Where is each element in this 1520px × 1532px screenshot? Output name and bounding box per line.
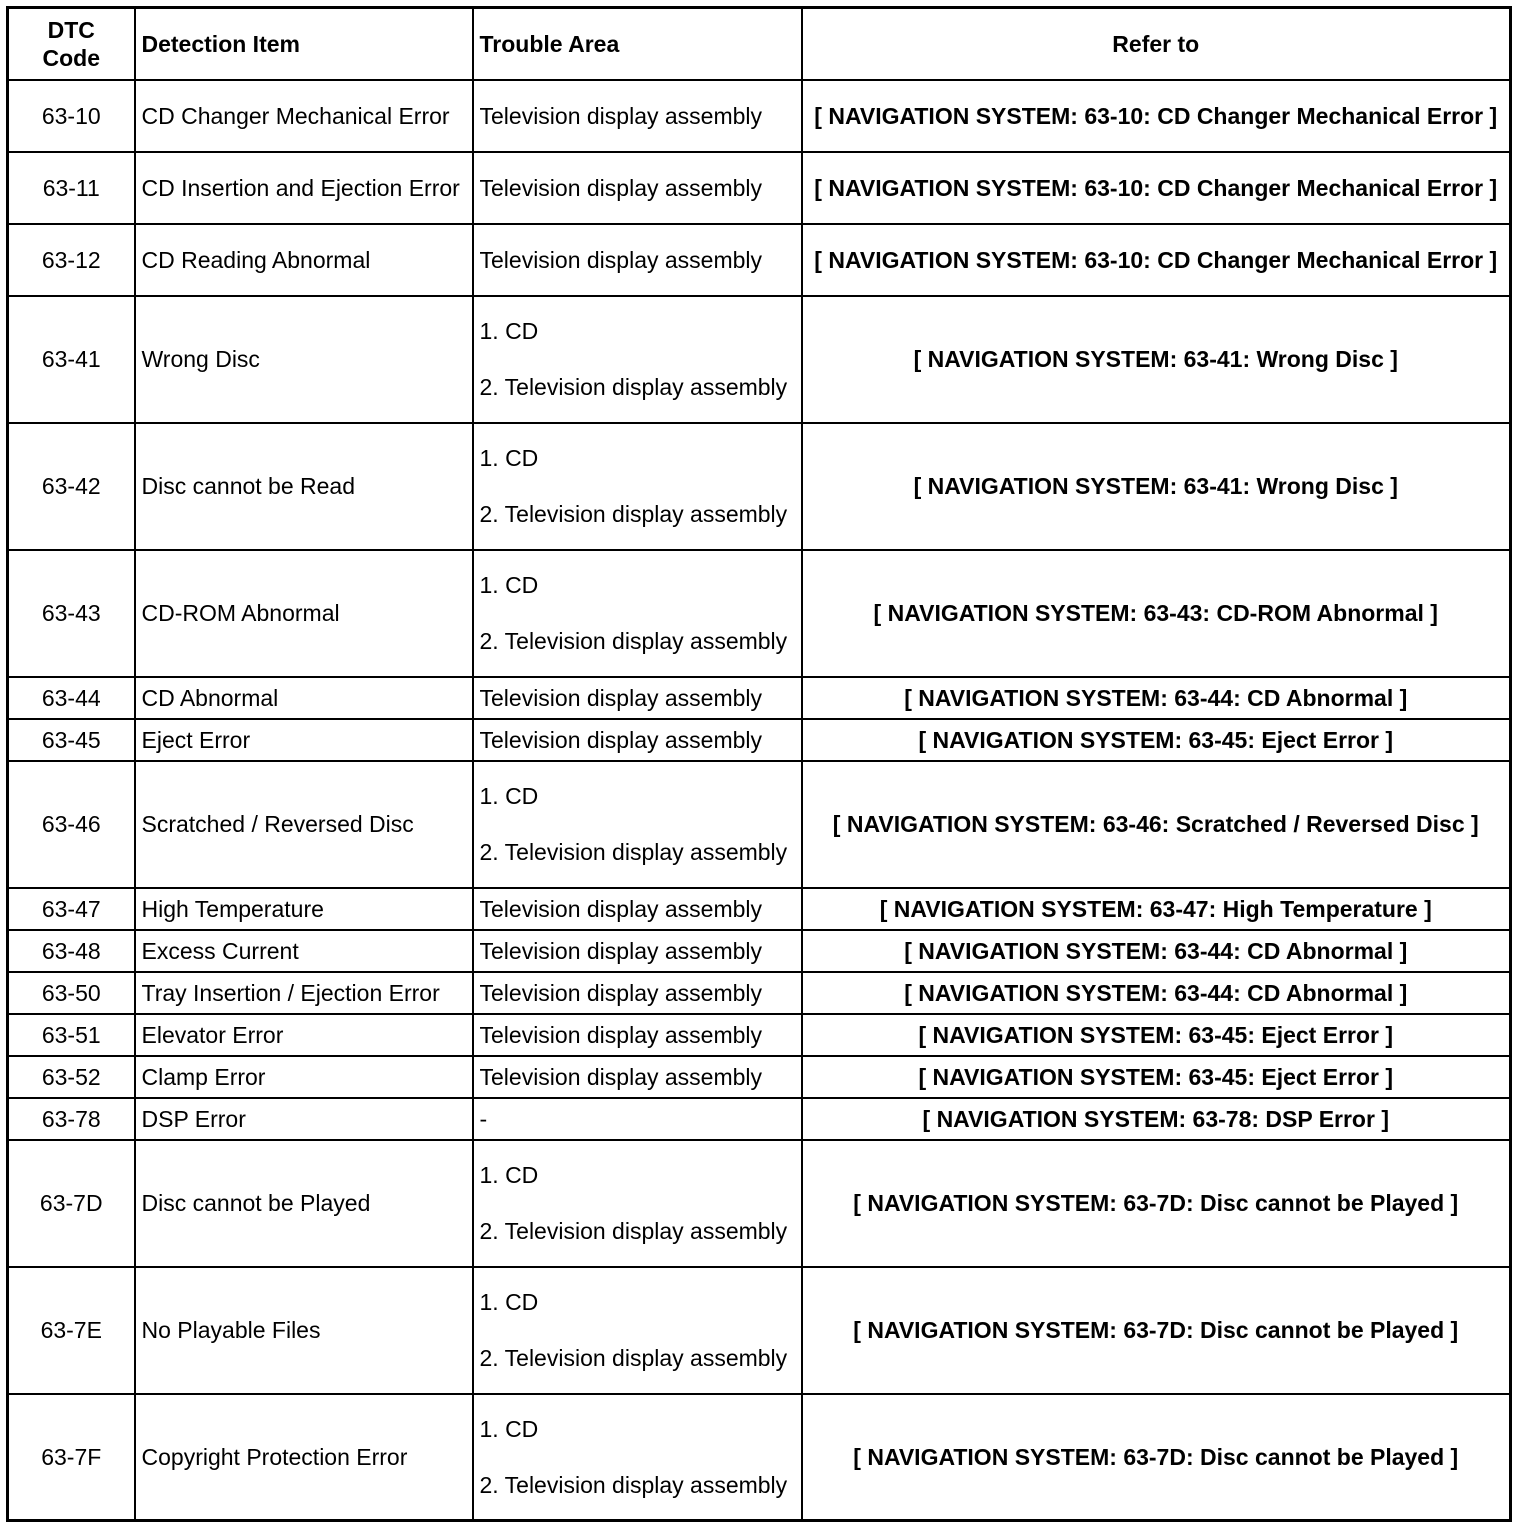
header-trouble-area: Trouble Area — [473, 8, 802, 80]
refer-link[interactable]: [ NAVIGATION SYSTEM: 63-10: CD Changer Mechanical Error ] — [802, 80, 1511, 152]
trouble-area — [473, 423, 802, 550]
dtc-code: 63-44 — [8, 677, 135, 719]
trouble-area-item: 1. CD — [479, 1289, 539, 1315]
detection-item: Scratched / Reversed Disc — [135, 761, 473, 888]
trouble-area: Television display assembly — [473, 1056, 802, 1098]
refer-link[interactable]: [ NAVIGATION SYSTEM: 63-47: High Temperature ] — [802, 888, 1511, 930]
refer-link[interactable]: [ NAVIGATION SYSTEM: 63-41: Wrong Disc ] — [802, 423, 1511, 550]
header-refer-to: Refer to — [802, 8, 1511, 80]
dtc-code: 63-51 — [8, 1014, 135, 1056]
dtc-code: 63-7F — [8, 1394, 135, 1521]
refer-link[interactable]: [ NAVIGATION SYSTEM: 63-10: CD Changer Mechanical Error ] — [802, 152, 1511, 224]
detection-item: Disc cannot be Read — [135, 423, 473, 550]
trouble-area-item: 1. CD — [479, 1162, 539, 1188]
refer-link[interactable]: [ NAVIGATION SYSTEM: 63-7D: Disc cannot be Played ] — [802, 1140, 1511, 1267]
trouble-area — [473, 550, 802, 677]
dtc-code: 63-47 — [8, 888, 135, 930]
trouble-area — [473, 296, 802, 423]
trouble-area-item: 2. Television display assembly — [479, 501, 788, 527]
dtc-code: 63-78 — [8, 1098, 135, 1140]
trouble-area — [473, 1140, 802, 1267]
detection-item: Elevator Error — [135, 1014, 473, 1056]
dtc-code: 63-10 — [8, 80, 135, 152]
refer-link[interactable]: [ NAVIGATION SYSTEM: 63-43: CD-ROM Abnormal ] — [802, 550, 1511, 677]
table-row — [8, 1014, 1511, 1056]
header-dtc-code: DTC Code — [8, 8, 135, 80]
dtc-code: 63-11 — [8, 152, 135, 224]
detection-item: DSP Error — [135, 1098, 473, 1140]
detection-item: Copyright Protection Error — [135, 1394, 473, 1521]
table-row — [8, 888, 1511, 930]
table-row — [8, 224, 1511, 296]
refer-link[interactable]: [ NAVIGATION SYSTEM: 63-41: Wrong Disc ] — [802, 296, 1511, 423]
trouble-area: Television display assembly — [473, 152, 802, 224]
trouble-area: Television display assembly — [473, 224, 802, 296]
dtc-code: 63-12 — [8, 224, 135, 296]
trouble-area — [473, 1394, 802, 1521]
table-row — [8, 152, 1511, 224]
dtc-table — [6, 6, 1512, 1522]
trouble-area-item: 2. Television display assembly — [479, 839, 788, 865]
trouble-area-item: 2. Television display assembly — [479, 374, 788, 400]
refer-link[interactable]: [ NAVIGATION SYSTEM: 63-44: CD Abnormal ] — [802, 930, 1511, 972]
table-row — [8, 677, 1511, 719]
trouble-area-item: 1. CD — [479, 445, 539, 471]
detection-item: Eject Error — [135, 719, 473, 761]
table-row — [8, 972, 1511, 1014]
trouble-area — [473, 1267, 802, 1394]
table-row — [8, 1140, 1511, 1267]
table-row — [8, 1098, 1511, 1140]
trouble-area: Television display assembly — [473, 719, 802, 761]
dtc-code: 63-52 — [8, 1056, 135, 1098]
table-row — [8, 1056, 1511, 1098]
dtc-code: 63-7D — [8, 1140, 135, 1267]
trouble-area: Television display assembly — [473, 888, 802, 930]
dtc-code: 63-42 — [8, 423, 135, 550]
trouble-area: Television display assembly — [473, 930, 802, 972]
detection-item: No Playable Files — [135, 1267, 473, 1394]
table-row — [8, 719, 1511, 761]
trouble-area-item: 2. Television display assembly — [479, 1345, 788, 1371]
table-row — [8, 1394, 1511, 1521]
detection-item: Disc cannot be Played — [135, 1140, 473, 1267]
trouble-area: - — [473, 1098, 802, 1140]
refer-link[interactable]: [ NAVIGATION SYSTEM: 63-44: CD Abnormal ] — [802, 677, 1511, 719]
header-detection-item: Detection Item — [135, 8, 473, 80]
table-row — [8, 296, 1511, 423]
table-row — [8, 1267, 1511, 1394]
dtc-code: 63-46 — [8, 761, 135, 888]
table-row — [8, 930, 1511, 972]
dtc-code: 63-50 — [8, 972, 135, 1014]
detection-item: CD Reading Abnormal — [135, 224, 473, 296]
detection-item: CD Abnormal — [135, 677, 473, 719]
refer-link[interactable]: [ NAVIGATION SYSTEM: 63-78: DSP Error ] — [802, 1098, 1511, 1140]
refer-link[interactable]: [ NAVIGATION SYSTEM: 63-7D: Disc cannot be Played ] — [802, 1394, 1511, 1521]
table-row — [8, 550, 1511, 677]
detection-item: Wrong Disc — [135, 296, 473, 423]
dtc-code: 63-48 — [8, 930, 135, 972]
trouble-area — [473, 761, 802, 888]
detection-item: High Temperature — [135, 888, 473, 930]
refer-link[interactable]: [ NAVIGATION SYSTEM: 63-7D: Disc cannot be Played ] — [802, 1267, 1511, 1394]
detection-item: CD Changer Mechanical Error — [135, 80, 473, 152]
refer-link[interactable]: [ NAVIGATION SYSTEM: 63-45: Eject Error ] — [802, 1056, 1511, 1098]
refer-link[interactable]: [ NAVIGATION SYSTEM: 63-46: Scratched / Reversed Disc ] — [802, 761, 1511, 888]
trouble-area-item: 1. CD — [479, 572, 539, 598]
trouble-area: Television display assembly — [473, 1014, 802, 1056]
dtc-code: 63-45 — [8, 719, 135, 761]
detection-item: Clamp Error — [135, 1056, 473, 1098]
trouble-area-item: 2. Television display assembly — [479, 628, 788, 654]
table-row — [8, 80, 1511, 152]
refer-link[interactable]: [ NAVIGATION SYSTEM: 63-45: Eject Error ] — [802, 719, 1511, 761]
detection-item: CD Insertion and Ejection Error — [135, 152, 473, 224]
trouble-area-item: 2. Television display assembly — [479, 1218, 788, 1244]
trouble-area: Television display assembly — [473, 80, 802, 152]
table-row — [8, 423, 1511, 550]
trouble-area-item: 1. CD — [479, 783, 539, 809]
refer-link[interactable]: [ NAVIGATION SYSTEM: 63-10: CD Changer Mechanical Error ] — [802, 224, 1511, 296]
trouble-area: Television display assembly — [473, 677, 802, 719]
dtc-table-container — [6, 6, 1512, 1522]
detection-item: CD-ROM Abnormal — [135, 550, 473, 677]
refer-link[interactable]: [ NAVIGATION SYSTEM: 63-44: CD Abnormal ] — [802, 972, 1511, 1014]
trouble-area: Television display assembly — [473, 972, 802, 1014]
trouble-area-item: 2. Television display assembly — [479, 1471, 788, 1498]
trouble-area-item: 1. CD — [479, 318, 539, 344]
dtc-code: 63-43 — [8, 550, 135, 677]
table-row — [8, 761, 1511, 888]
dtc-code: 63-41 — [8, 296, 135, 423]
detection-item: Tray Insertion / Ejection Error — [135, 972, 473, 1014]
trouble-area-item: 1. CD — [479, 1415, 539, 1442]
refer-link[interactable]: [ NAVIGATION SYSTEM: 63-45: Eject Error ] — [802, 1014, 1511, 1056]
table-header-row — [8, 8, 1511, 80]
dtc-code: 63-7E — [8, 1267, 135, 1394]
detection-item: Excess Current — [135, 930, 473, 972]
